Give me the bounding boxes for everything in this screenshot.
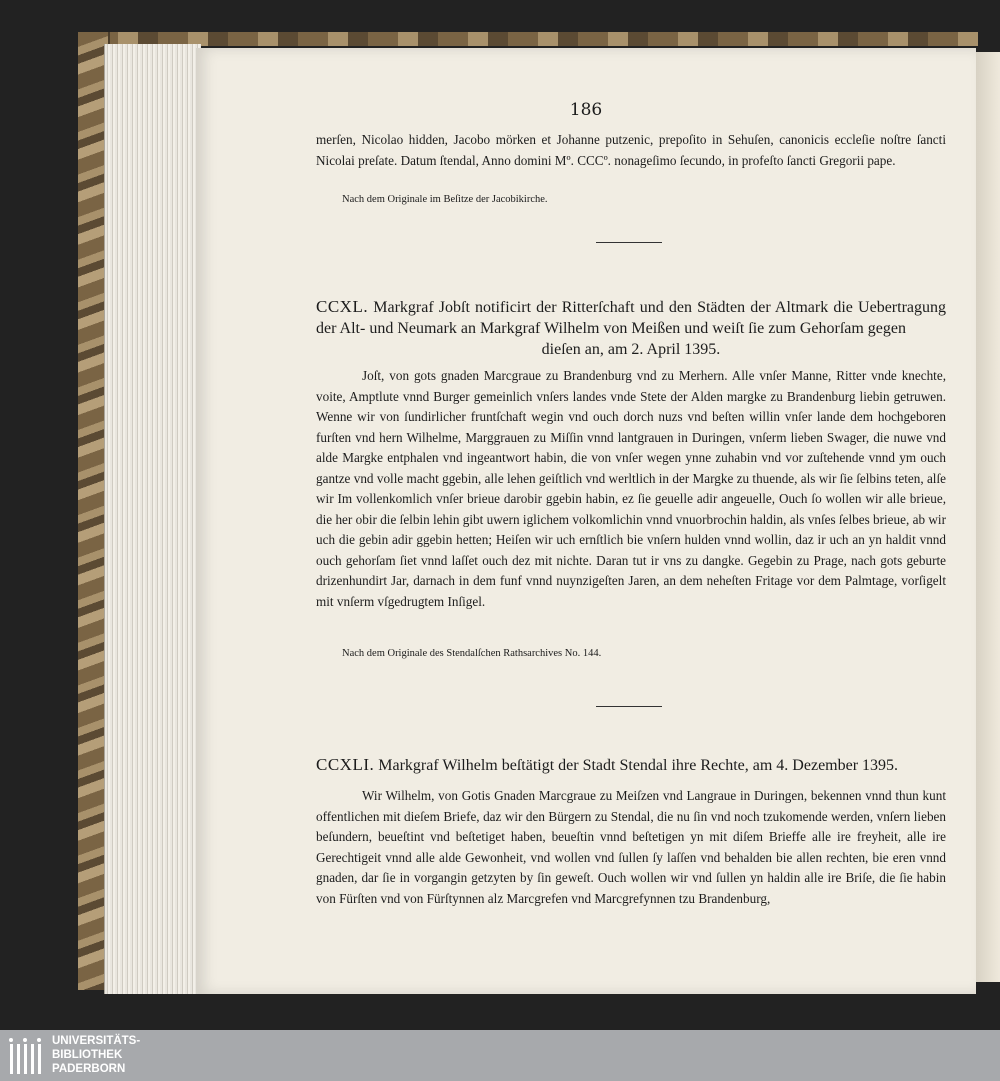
facing-page-edge: [976, 52, 1000, 982]
library-name: [52, 1034, 140, 1076]
section-divider: [596, 242, 662, 243]
library-name-line1: UNIVERSITÄTS-: [52, 1035, 141, 1047]
book-cover-top: [88, 32, 978, 46]
section-divider: [596, 706, 662, 707]
document-number: CCXL.: [316, 297, 369, 316]
document-title: Markgraf Wilhelm beſtätigt der Stadt Stendal ihre Rechte, am 4. Dezember 1395.: [378, 757, 899, 774]
library-name-line3: PADERBORN: [52, 1063, 126, 1075]
document-title-date: dieſen an, am 2. April 1395.: [541, 341, 721, 358]
page-number: 186: [569, 100, 603, 120]
document-number: CCXLI.: [316, 755, 375, 774]
document-body: Wir Wilhelm, von Gotis Gnaden Marcgraue zu Meiſzen vnd Langraue in Duringen, bekennen vnnd thun kunt offentlichen mit dieſem Briefe, daz wir den Bürgern zu Stendal, die nu ſin vnd noch tzukomende werden, vnſern lieben beſundern, beueſtint vnd beſtetiget haben, beueſtin vnnd beſtetigen yn mit diſem Brieffe alle ire freyheit, alle ire Gerechtigeit vnnd alle alde Gewonheit, vnd wollen vnd ſullen ſy laſſen vnd behalden bie allen rechten, bie eren vnnd gnaden, dar ſie in vorgangin getzyten by ſin geweſt. Ouch wollen wir vnd ſullen yn haldin alle ire Briſe, die ſie habin von Fürſten vnd von Fürſtynnen alz Marcgrefen vnd Marcgrefynnen tzu Brandenburg,: [316, 788, 946, 906]
library-logo-icon: [8, 1038, 48, 1074]
page-stack-edge: [104, 44, 201, 994]
source-note: Nach dem Originale im Beſitze der Jacobikirche.: [342, 194, 548, 205]
book-page: [196, 48, 976, 994]
library-name-line2: BIBLIOTHEK: [52, 1049, 123, 1061]
document-body: Joſt, von gots gnaden Marcgraue zu Brandenburg vnd zu Merhern. Alle vnſer Manne, Ritter vnde knechte, voite, Amptlute vnnd Burger gemeinlich vnſers landes vnde Stete der Alden margke zu Brandenburg liebin getruwen. Wenne wir von ſundirlicher fruntſchaft wegin vnd ouch dorch nuzs vnd beſten willin vnſer lande dem hochgeboren furſten vnd hern Wilhelme, Marggrauen zu Miſſin vnnd lantgrauen in Duringen, vnſerm lieben Swager, die nuwe vnd alde Margke entphalen vnd ingeantwort habin, die von vnſer wegen ynne zuhabin vnd vor zuſtehende vnnd ym ouch gantze vnd volle macht ggebin, alle lehen geiſtlich vnd werltlich in der Margke zu thuende, als wir ſie ſelbins teten, alſe wir Im vollenkomlich vnſer brieue darobir ggebin habin, ez ſie geuelle adir angeuelle, Ouch ſo wollen wir alle brieue, die her obir die ſelbin lehin gibt uwern iglichem volkomlichin vnnd vnuorbrochin haldin, als vnſes ſelbes brieue, ab wir uch die gebin adir ggebin hetten; Heiſen wir uch ernſtlich bie vnſern hulden vnnd wollin, daz ir uch an yn haldit vnnd ouch gehorſam ſiet vnnd laſſet ouch dez mit nichte. Daran tut ir vns zu dangke. Gegebin zu Prage, nach gots geburte drizenhundirt Jar, darnach in dem funf vnnd nuynzigeſten Jaren, an dem neheſten Fritage vor dem Palmtage, vorſigelt mit vnſerm vſgedrugtem Inſigel.: [316, 368, 946, 609]
document-heading: [316, 296, 946, 360]
document-title: Markgraf Jobſt notificirt der Ritterſchaft und den Städten der Altmark die Uebertragung der Alt- und Neumark an Markgraf Wilhelm von Meißen und weiſt ſie zum Gehorſam gegen: [316, 299, 946, 337]
previous-document-ending: merſen, Nicolao hidden, Jacobo mörken et Johanne putzenic, prepoſito in Sehuſen, canonicis eccleſie noſtre ſancti Nicolai preſate. Datum ſtendal, Anno domini Mº. CCCº. nonageſimo ſecundo, in profeſto ſancti Gregorii pape.: [316, 132, 946, 168]
library-banner: [0, 1030, 1000, 1081]
document-heading: [316, 754, 946, 776]
source-note: Nach dem Originale des Stendalſchen Rathsarchives No. 144.: [342, 648, 602, 659]
